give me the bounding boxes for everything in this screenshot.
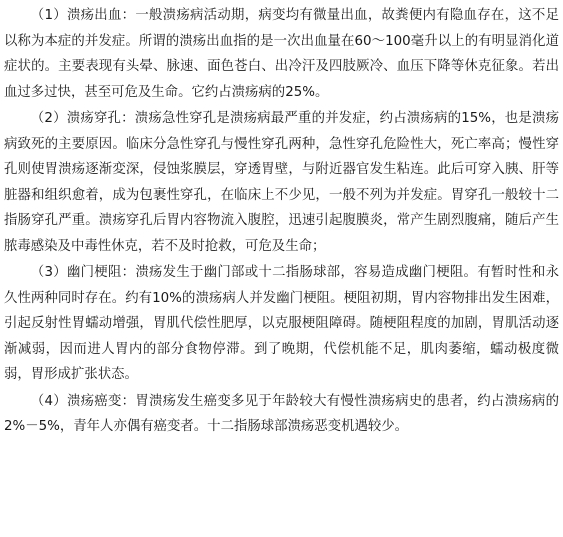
paragraph-ulcer-cancer: （4）溃疡癌变：胃溃疡发生癌变多见于年龄较大有慢性溃疡病史的患者，约占溃疡病的2%－5%，青年人亦偶有癌变者。十二指肠球部溃疡恶变机遇较少。 [4, 393, 559, 434]
paragraph-ulcer-perforation: （2）溃疡穿孔：溃疡急性穿孔是溃疡病最严重的并发症，约占溃疡病的15%，也是溃疡病致死的主要原因。临床分急性穿孔与慢性穿孔两种，急性穿孔危险性大，死亡率高；慢性穿孔则使胃溃疡逐渐変深，侵蚀浆膜层，穿透胃壁，与附近器官发生粘连。此后可穿入胰、肝等脏器和组织愈着，成为包裹性穿孔，在临床上不少见，一般不列为并发症。胃穿孔一般较十二指肠穿孔严重。溃疡穿孔后胃内容物流入腹腔，迅速引起腹膜炎，常产生剧烈腹痛，随后产生脓毒感染及中毒性休克，若不及时抢救，可危及生命； [4, 111, 559, 254]
paragraph-pyloric-obstruction: （3）幽门梗阻：溃疡发生于幽门部或十二指肠球部，容易造成幽门梗阻。有暂时性和永久性两种同时存在。约有10%的溃疡病人并发幽门梗阻。梗阻初期，胃内容物排出发生困难，引起反射性胃蠕动增强，胃肌代偿性肥厚，以克服梗阻障碍。随梗阻程度的加剧，胃肌活动逐渐减弱，因而进人胃内的部分食物停滞。到了晚期，代偿机能不足，肌肉萎缩，蠕动极度微弱，胃形成扩张状态。 [4, 265, 559, 382]
paragraph-ulcer-bleeding: （1）溃疡出血：一般溃疡病活动期，病变均有微量出血，故粪便内有隐血存在，这不足以称为本症的并发症。所谓的溃疡出血指的是一次出血量在60～100毫升以上的有明显消化道症状的。主要表现有头晕、脉速、面色苍白、出冷汗及四肢厥冷、血压下降等休克征象。若出血过多过快，甚至可危及生命。它约占溃疡病的25%。 [4, 8, 559, 100]
